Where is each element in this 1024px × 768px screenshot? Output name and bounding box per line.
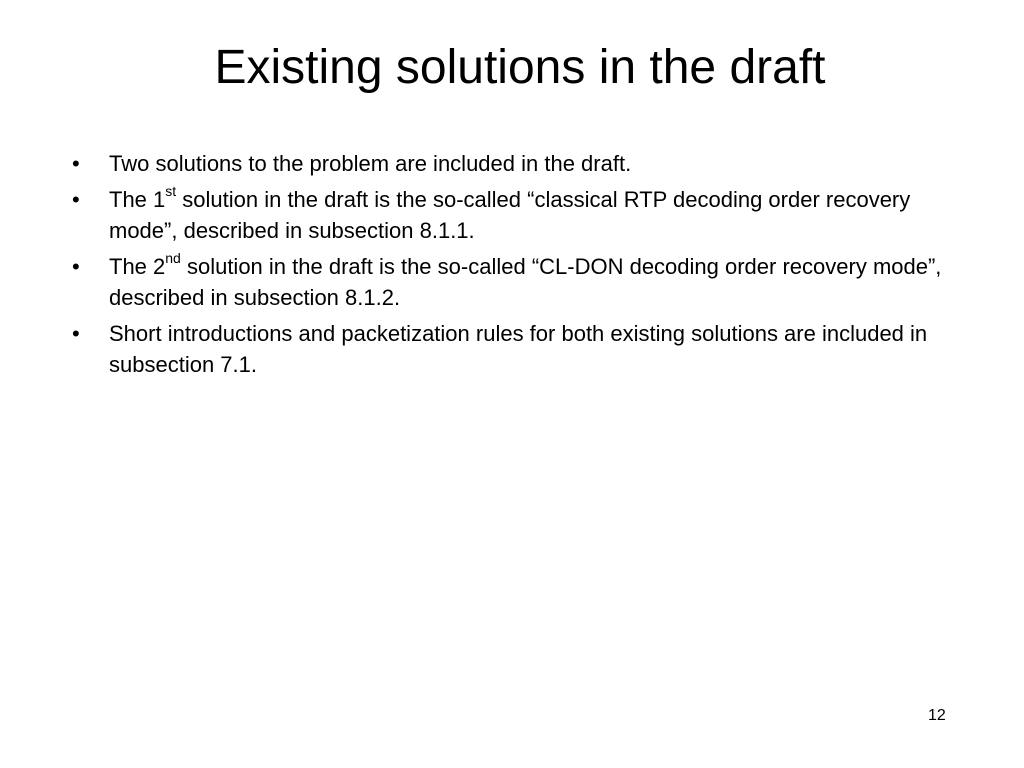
bullet-item (70, 148, 960, 179)
bullet-item (70, 318, 960, 380)
bullet-text-after: solution in the draft is the so-called “CL-DON decoding order recovery mode”, described in subsection 8.1.2. (109, 254, 942, 310)
bullet-text: Short introductions and packetization rules for both existing solutions are included in subsection 7.1. (109, 321, 928, 377)
slide-title: Existing solutions in the draft (214, 41, 826, 94)
bullet-text: Two solutions to the problem are included in the draft. (109, 151, 632, 176)
ordinal-superscript: nd (165, 249, 181, 266)
bullet-marker: • (72, 254, 80, 279)
bullet-text-before: The 2 (109, 254, 166, 279)
page-number: 12 (928, 707, 946, 724)
ordinal-superscript: st (165, 182, 177, 199)
bullet-item (70, 251, 960, 313)
bullet-text-before: The 1 (109, 187, 166, 212)
bullet-marker: • (72, 151, 80, 176)
bullet-marker: • (72, 321, 80, 346)
bullet-item (70, 184, 960, 246)
bullet-list (70, 148, 960, 385)
bullet-marker: • (72, 187, 80, 212)
bullet-text-after: solution in the draft is the so-called “classical RTP decoding order recovery mode”, described in subsection 8.1.1. (109, 187, 911, 243)
